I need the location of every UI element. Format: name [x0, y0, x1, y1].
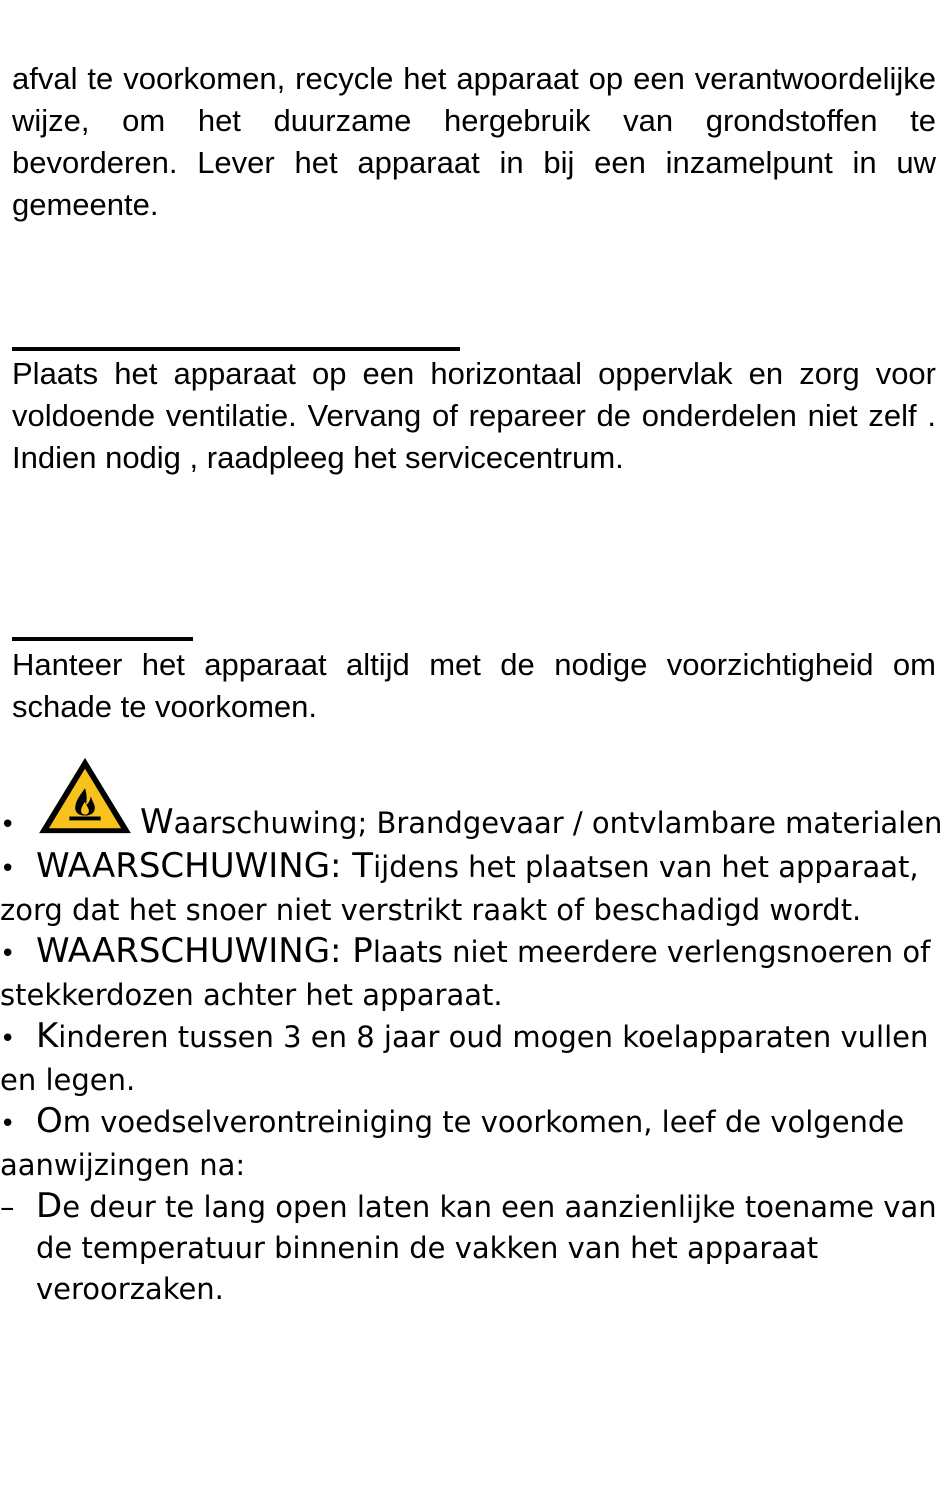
list-item: [0, 755, 945, 846]
flammable-warning-icon: [36, 755, 134, 837]
list-item: [0, 1101, 945, 1186]
item-cap: W: [140, 802, 174, 842]
item-text: ijdens het plaatsen van het apparaat, zorg dat het snoer niet verstrikt raakt of beschadigd wordt.: [0, 850, 919, 927]
item-cap: WAARSCHUWING: T: [36, 846, 374, 886]
bullet-marker: •: [0, 1024, 16, 1054]
bullet-marker: •: [0, 939, 16, 969]
item-cap: K: [36, 1016, 59, 1056]
paragraph-handling: Hanteer het apparaat altijd met de nodige voorzichtigheid om schade te voorkomen.: [12, 647, 936, 724]
item-text: laats niet meerdere verlengsnoeren of stekkerdozen achter het apparaat.: [0, 935, 931, 1012]
paragraph-recycling: afval te voorkomen, recycle het apparaat op een verantwoordelijke wijze, om het duurzame hergebruik van grondstoffen te bevorderen. Lever het apparaat in bij een inzamelpunt in uw gemeente.: [12, 61, 936, 222]
item-text: m voedselverontreiniging te voorkomen, leef de volgende aanwijzingen na:: [0, 1105, 905, 1182]
bullet-marker: •: [0, 854, 16, 884]
item-text: inderen tussen 3 en 8 jaar oud mogen koelapparaten vullen en legen.: [0, 1020, 929, 1097]
list-item: [0, 931, 945, 1016]
item-text: e deur te lang open laten kan een aanzienlijke toename van de temperatuur binnenin de vakken van het apparaat veroorzaken.: [36, 1190, 937, 1306]
dash-marker: –: [0, 1190, 15, 1224]
item-text: aarschuwing; Brandgevaar / ontvlambare materialen: [173, 806, 943, 840]
section-divider-1: [12, 347, 460, 351]
paragraph-placement: Plaats het apparaat op een horizontaal oppervlak en zorg voor voldoende ventilatie. Vervang of repareer de onderdelen niet zelf . Indien nodig , raadpleeg het servicecentrum.: [12, 356, 936, 475]
item-cap: WAARSCHUWING: P: [36, 931, 373, 971]
item-cap: O: [36, 1101, 63, 1141]
item-cap: D: [36, 1186, 63, 1226]
section-divider-2: [12, 637, 193, 641]
list-item: [0, 846, 945, 931]
bullet-marker: •: [0, 1109, 16, 1139]
list-item: [0, 1016, 945, 1101]
bullet-marker: •: [0, 810, 16, 840]
sub-list-item: [0, 1186, 945, 1310]
warning-list: [0, 755, 945, 1310]
